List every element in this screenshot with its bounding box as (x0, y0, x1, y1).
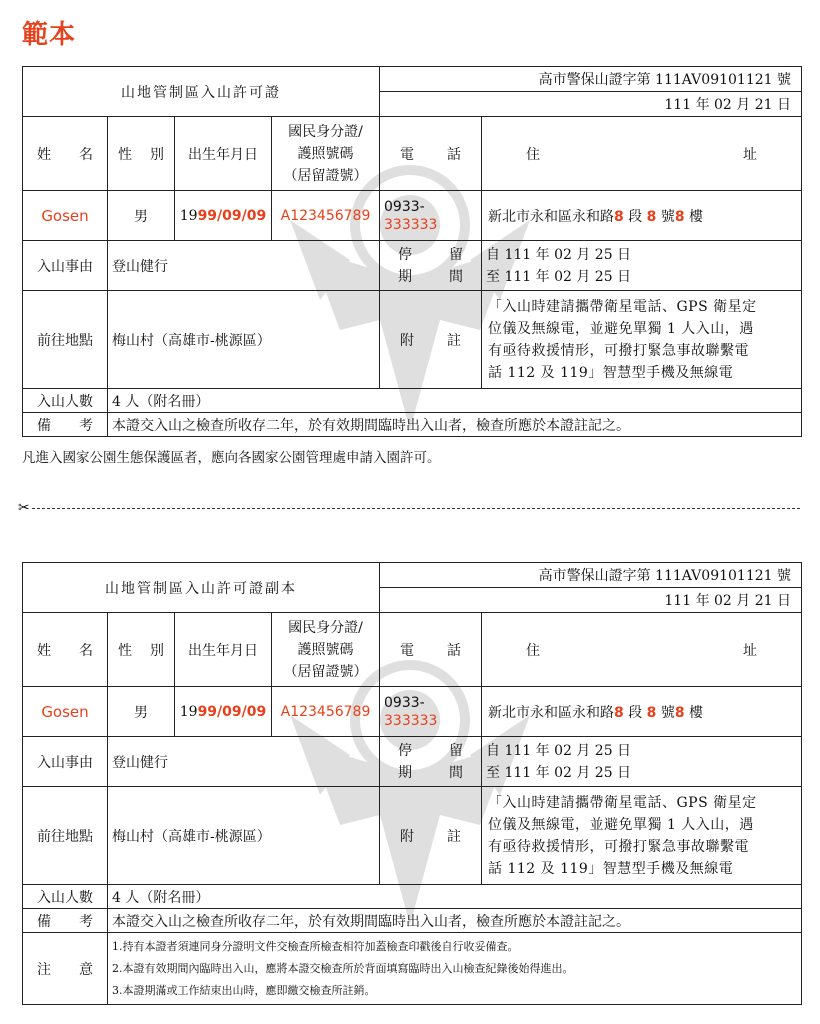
applicant-phone: 0933- 333333 (380, 687, 482, 737)
destination-label: 前往地點 (23, 787, 108, 885)
count-label: 入山人數 (23, 389, 108, 413)
note-value: 本證交入山之檢查所收存二年，於有效期間臨時出入山者，檢查所應於本證註記之。 (108, 413, 802, 437)
notice-item: 1.持有本證者須連同身分證明文件交檢查所檢查相符加蓋檢查印戳後自行收妥備查。 (112, 939, 519, 953)
destination-value: 梅山村（高雄市-桃源區） (108, 291, 380, 389)
header-id: 國民身分證/ 護照號碼 （居留證號） (272, 117, 380, 191)
applicant-name: Gosen (23, 687, 108, 737)
remark-text: 「入山時建請攜帶衛星電話、GPS 衛星定 位儀及無線電，並避免單獨 1 人入山，遇 有亟待救援情形，可撥打緊急事故聯繫電 話 112 及 119」智慧型手機及無線電 (482, 787, 802, 885)
stay-period: 自 111 年 02 月 25 日 至 111 年 02 月 25 日 (482, 737, 802, 787)
applicant-gender: 男 (108, 687, 175, 737)
doc-date: 111 年 02 月 21 日 (380, 588, 802, 613)
notice-label: 注 意 (23, 933, 108, 1005)
scissors-icon: ✂ (18, 500, 30, 516)
sample-watermark-label: 範本 (22, 20, 77, 50)
applicant-gender: 男 (108, 191, 175, 241)
purpose-value: 登山健行 (108, 241, 380, 291)
header-address: 住 址 (482, 613, 802, 687)
applicant-id: A123456789 (272, 191, 380, 241)
footnote: 凡進入國家公園生態保護區者，應向各國家公園管理處申請入園許可。 (22, 450, 441, 466)
header-id: 國民身分證/ 護照號碼 （居留證號） (272, 613, 380, 687)
count-label: 入山人數 (23, 885, 108, 909)
destination-label: 前往地點 (23, 291, 108, 389)
header-name: 姓 名 (23, 117, 108, 191)
purpose-value: 登山健行 (108, 737, 380, 787)
remark-label: 附 註 (380, 291, 482, 389)
doc-date: 111 年 02 月 21 日 (380, 92, 802, 117)
count-value: 4 人（附名冊） (108, 885, 802, 909)
doc-number: 高市警保山證字第 111AV09101121 號 (380, 563, 802, 588)
permit-title: 山地管制區入山許可證 (23, 67, 380, 117)
applicant-phone: 0933- 333333 (380, 191, 482, 241)
note-value: 本證交入山之檢查所收存二年，於有效期間臨時出入山者，檢查所應於本證註記之。 (108, 909, 802, 933)
count-value: 4 人（附名冊） (108, 389, 802, 413)
applicant-id: A123456789 (272, 687, 380, 737)
header-gender: 性 別 (108, 117, 175, 191)
notice-item: 2.本證有效期間內臨時出入山，應將本證交檢查所於背面填寫臨時出入山檢查紀錄後始得進出。 (112, 961, 574, 975)
purpose-label: 入山事由 (23, 241, 108, 291)
notice-list (108, 933, 802, 1005)
doc-number: 高市警保山證字第 111AV09101121 號 (380, 67, 802, 92)
stay-period: 自 111 年 02 月 25 日 至 111 年 02 月 25 日 (482, 241, 802, 291)
remark-text: 「入山時建請攜帶衛星電話、GPS 衛星定 位儀及無線電，並避免單獨 1 人入山，遇 有亟待救援情形，可撥打緊急事故聯繫電 話 112 及 119」智慧型手機及無線電 (482, 291, 802, 389)
permit-copy (22, 562, 802, 1005)
header-name: 姓 名 (23, 613, 108, 687)
notice-item: 3.本證期滿或工作結束出山時，應即繳交檢查所註銷。 (112, 983, 376, 997)
note-label: 備 考 (23, 909, 108, 933)
destination-value: 梅山村（高雄市-桃源區） (108, 787, 380, 885)
stay-label: 停 留 期 間 (380, 241, 482, 291)
header-phone: 電 話 (380, 117, 482, 191)
header-birth: 出生年月日 (175, 117, 272, 191)
note-label: 備 考 (23, 413, 108, 437)
cut-line (18, 500, 800, 516)
purpose-label: 入山事由 (23, 737, 108, 787)
permit-title: 山地管制區入山許可證副本 (23, 563, 380, 613)
applicant-name: Gosen (23, 191, 108, 241)
stay-label: 停 留 期 間 (380, 737, 482, 787)
applicant-birth: 1999/09/09 (175, 687, 272, 737)
applicant-birth: 1999/09/09 (175, 191, 272, 241)
applicant-address: 新北市永和區永和路8 段 8 號8 樓 (482, 687, 802, 737)
header-birth: 出生年月日 (175, 613, 272, 687)
applicant-address: 新北市永和區永和路8 段 8 號8 樓 (482, 191, 802, 241)
header-address: 住 址 (482, 117, 802, 191)
header-gender: 性 別 (108, 613, 175, 687)
permit-original (22, 66, 802, 437)
header-phone: 電 話 (380, 613, 482, 687)
remark-label: 附 註 (380, 787, 482, 885)
